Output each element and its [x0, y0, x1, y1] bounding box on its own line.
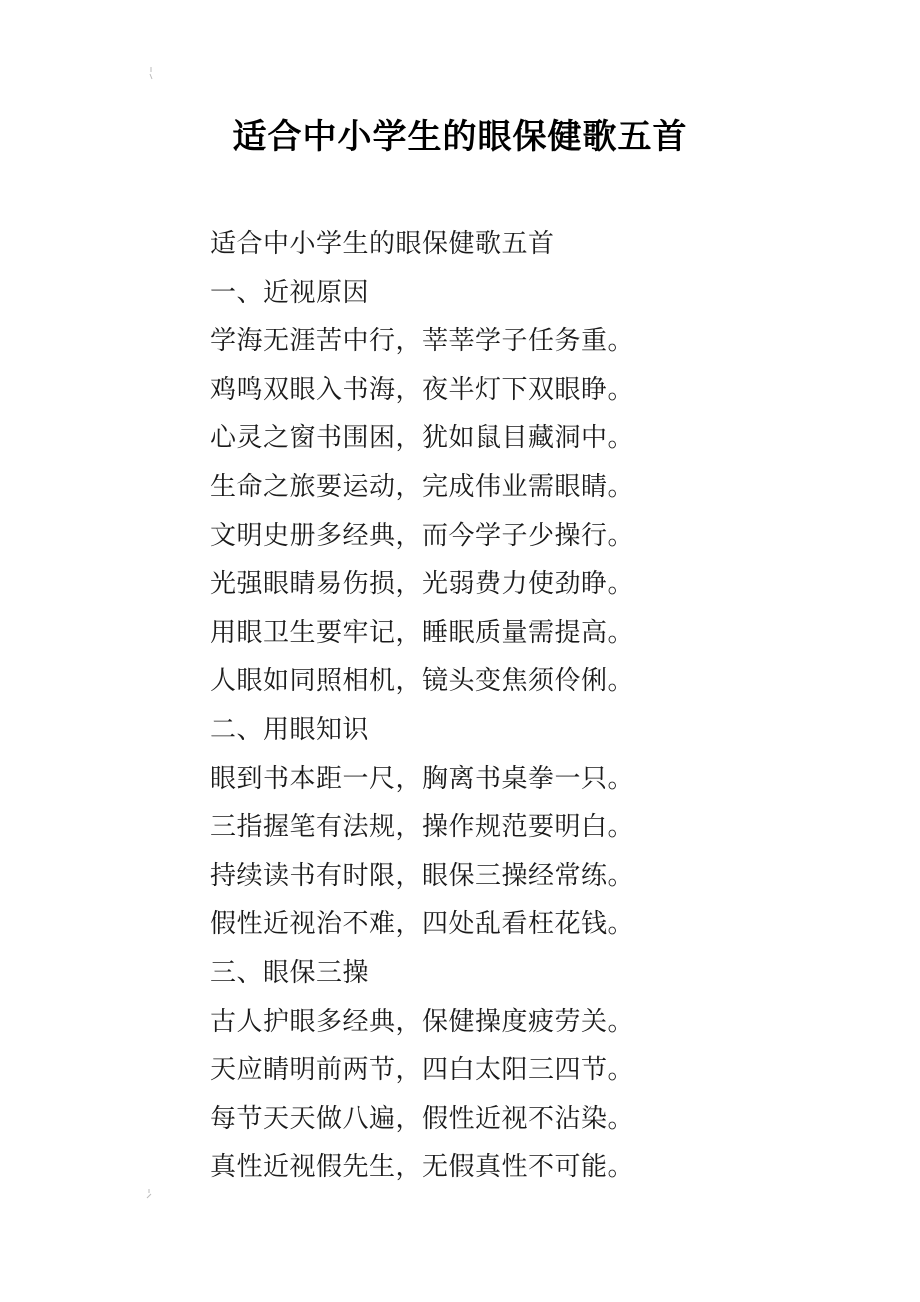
section-heading: 一、近视原因: [210, 277, 370, 308]
verse-line: 用眼卫生要牢记，睡眠质量需提高。: [210, 617, 635, 648]
verse-line: 文明史册多经典，而今学子少操行。: [210, 520, 635, 551]
verse-line: 真性近视假先生，无假真性不可能。: [210, 1152, 635, 1183]
verse-line: 持续读书有时限，眼保三操经常练。: [210, 860, 635, 891]
section-heading: 三、眼保三操: [210, 957, 370, 988]
verse-line: 光强眼睛易伤损，光弱费力使劲睁。: [210, 569, 635, 600]
document-body: [210, 220, 730, 1192]
verse-line: 鸡鸣双眼入书海，夜半灯下双眼睁。: [210, 374, 635, 405]
corner-mark-bottom: [146, 1186, 152, 1200]
verse-line: 每节天天做八遍，假性近视不沾染。: [210, 1103, 635, 1134]
verse-line: 心灵之窗书围困，犹如鼠目藏洞中。: [210, 423, 635, 454]
section-heading: 二、用眼知识: [210, 714, 370, 745]
corner-mark-top: [148, 66, 154, 80]
verse-line: 眼到书本距一尺，胸离书桌拳一只。: [210, 763, 635, 794]
verse-line: 学海无涯苦中行，莘莘学子任务重。: [210, 326, 635, 357]
verse-line: 古人护眼多经典，保健操度疲劳关。: [210, 1006, 635, 1037]
verse-line: 三指握笔有法规，操作规范要明白。: [210, 812, 635, 843]
verse-line: 天应睛明前两节，四白太阳三四节。: [210, 1055, 635, 1086]
verse-line: 生命之旅要运动，完成伟业需眼睛。: [210, 471, 635, 502]
verse-line: 人眼如同照相机，镜头变焦须伶俐。: [210, 666, 635, 697]
document-title: 适合中小学生的眼保健歌五首: [232, 117, 688, 157]
body-line-subtitle: 适合中小学生的眼保健歌五首: [210, 229, 555, 259]
verse-line: 假性近视治不难，四处乱看枉花钱。: [210, 909, 635, 940]
